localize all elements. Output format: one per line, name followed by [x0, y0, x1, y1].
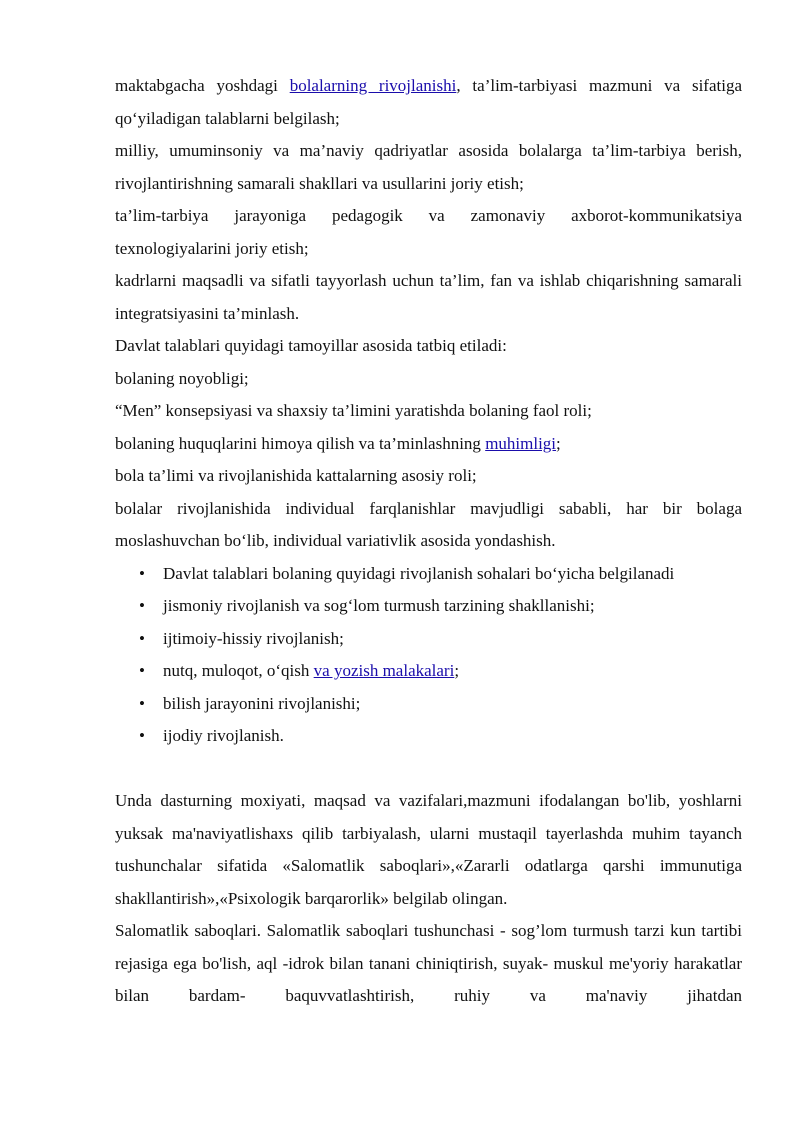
list-item	[115, 688, 742, 721]
paragraph-principle-5: bolalar rivojlanishida individual farqlanishlar mavjudligi sababli, har bir bolaga moslashuvchan bo‘lib, individual variativlik asosida yondashish.	[115, 498, 742, 550]
paragraph-goal-4: kadrlarni maqsadli va sifatli tayyorlash uchun ta’lim, fan va ishlab chiqarishning samarali integratsiyasini ta’minlash.	[115, 271, 742, 323]
list-item	[115, 655, 742, 688]
paragraph-principle-3	[115, 428, 742, 461]
list-item	[115, 590, 742, 623]
paragraph-goal-3: ta’lim-tarbiya jarayoniga pedagogik va zamonaviy axborot-kommunikatsiya texnologiyalarini joriy etish;	[115, 206, 742, 258]
development-areas-list	[115, 558, 742, 753]
list-item	[115, 558, 742, 591]
list-item	[115, 623, 742, 656]
bullet-icon: •	[139, 661, 145, 680]
paragraph-program-essence: Unda dasturning moxiyati, maqsad va vazifalari,mazmuni ifodalangan bo'lib, yoshlarni yuksak ma'naviyatlishaxs qilib tarbiyalash, ularni mustaqil tayerlashda muhim tayanch tushunchalar sifatida «Salomatlik saboqlari»,«Zararli odatlarga qarshi immunutiga shakllantirish»,«Psixologik barqarorlik» belgilab olingan.	[115, 791, 742, 908]
bullet-icon: •	[139, 596, 145, 615]
paragraph-text: maktabgacha yoshdagi	[115, 76, 290, 95]
paragraph-goal-1	[115, 70, 742, 135]
bullet-icon: •	[139, 726, 145, 745]
bullet-icon: •	[139, 693, 145, 713]
list-item-text: ijodiy rivojlanish.	[163, 726, 284, 745]
paragraph-principles-intro: Davlat talablari quyidagi tamoyillar asosida tatbiq etiladi:	[115, 336, 507, 355]
paragraph-principle-1: bolaning noyobligi;	[115, 368, 249, 388]
list-item-text: nutq, muloqot, o‘qish	[163, 661, 314, 680]
list-item-text: Davlat talablari bolaning quyidagi rivojlanish sohalari bo‘yicha belgilanadi	[163, 563, 675, 583]
paragraph-text: ;	[556, 433, 561, 453]
list-item-text: jismoniy rivojlanish va sog‘lom turmush tarzining shakllanishi;	[163, 596, 595, 615]
bullet-icon: •	[139, 563, 145, 583]
link-muhimligi[interactable]: muhimligi	[485, 433, 557, 453]
link-bolalarning-rivojlanishi[interactable]: bolalarning rivojlanishi	[289, 76, 457, 95]
link-va-yozish-malakalari[interactable]: va yozish malakalari	[313, 661, 455, 680]
paragraph-health-lessons: Salomatlik saboqlari. Salomatlik saboqlari tushunchasi - sog’lom turmush tarzi kun tartibi rejasiga ega bo'lish, aql -idrok bilan tanani chiniqtirish, suyak- muskul me'yoriy harakatlar bilan bardam- baquvvatlashtirish, ruhiy va ma'naviy jihatdan	[115, 921, 742, 1005]
document-page	[115, 70, 742, 1013]
bullet-icon: •	[139, 628, 145, 648]
list-item	[115, 720, 742, 753]
paragraph-text: bolaning huquqlarini himoya qilish va ta’minlashning	[115, 433, 486, 453]
list-item-text: bilish jarayonini rivojlanishi;	[163, 693, 361, 713]
list-item-text: ijtimoiy-hissiy rivojlanish;	[163, 628, 344, 648]
paragraph-principle-2: “Men” konsepsiyasi va shaxsiy ta’limini yaratishda bolaning faol roli;	[115, 401, 592, 420]
paragraph-goal-2: milliy, umuminsoniy va ma’naviy qadriyatlar asosida bolalarga ta’lim-tarbiya berish, rivojlantirishning samarali shakllari va usullarini joriy etish;	[115, 141, 742, 193]
paragraph-text: , ta’lim-tarbiyasi mazmuni va sifatiga qo‘yiladigan talablarni belgilash;	[115, 76, 742, 128]
list-item-text: ;	[454, 661, 460, 680]
blank-line	[115, 753, 742, 786]
paragraph-principle-4: bola ta’limi va rivojlanishida kattalarning asosiy roli;	[115, 466, 477, 485]
